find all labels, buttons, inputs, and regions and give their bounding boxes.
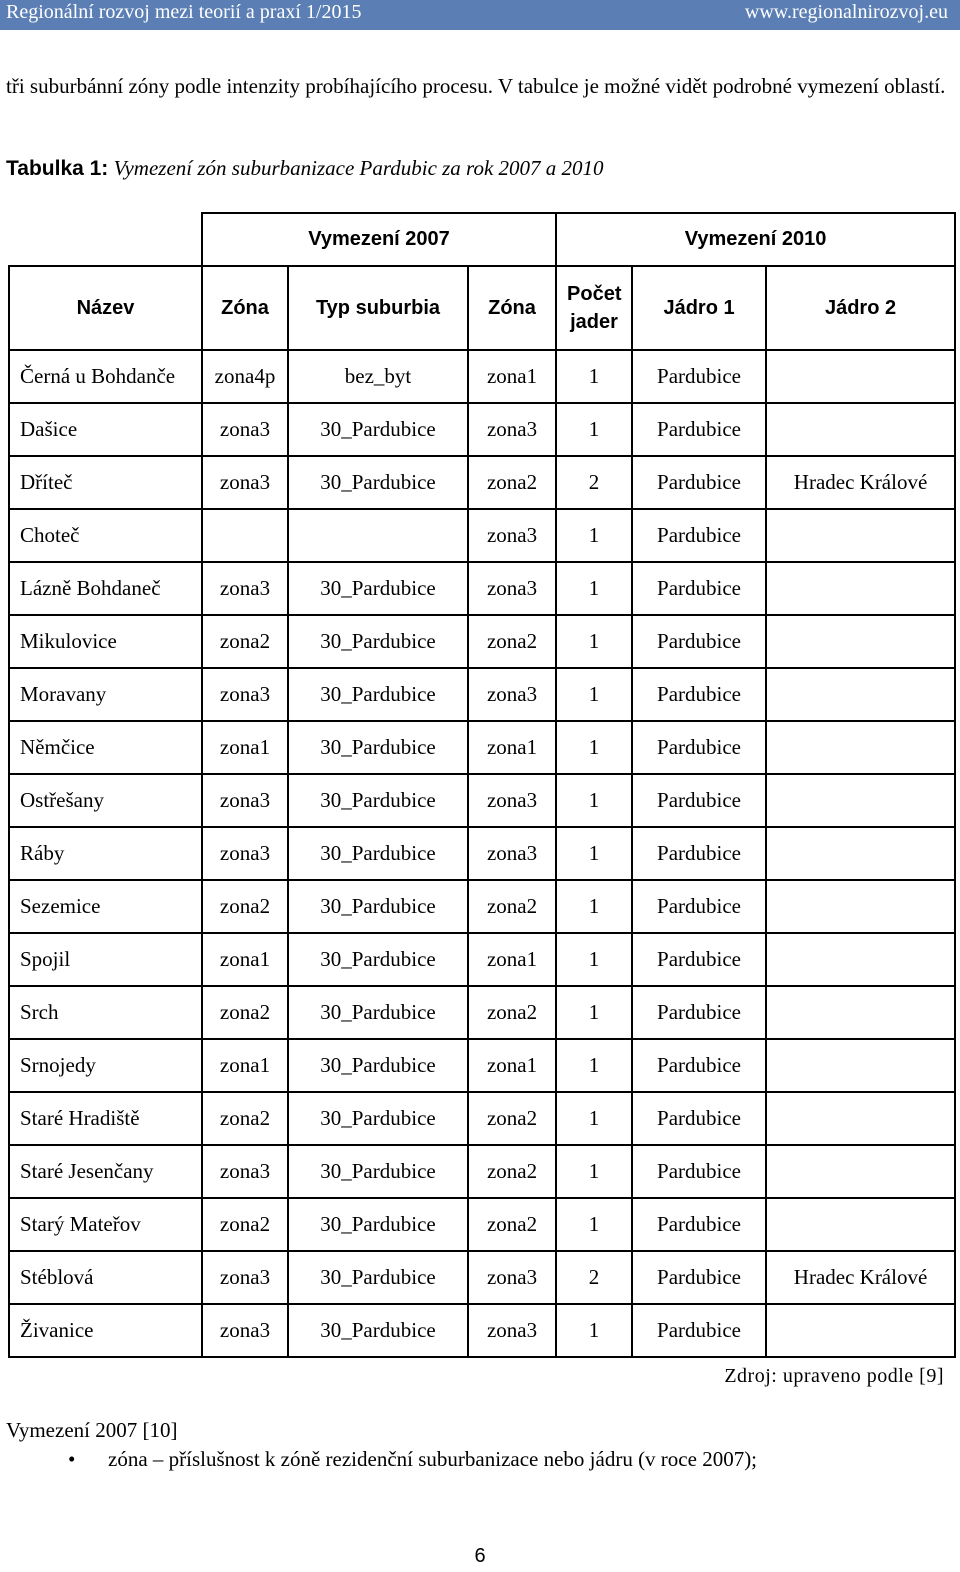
cell-jadro-2 [766,1092,955,1145]
cell-pocet-jader: 1 [556,827,632,880]
table-row [9,509,955,562]
cell-zona-2007: zona3 [202,403,288,456]
cell-typ-suburbia: 30_Pardubice [288,721,468,774]
cell-jadro-1: Pardubice [632,668,766,721]
cell-jadro-2: Hradec Králové [766,456,955,509]
cell-nazev: Stéblová [9,1251,202,1304]
cell-pocet-jader: 1 [556,1092,632,1145]
cell-zona-2010: zona3 [468,827,556,880]
group-header-2010: Vymezení 2010 [556,213,955,266]
cell-jadro-1: Pardubice [632,827,766,880]
vymezeni-heading: Vymezení 2007 [10] [6,1418,178,1442]
cell-zona-2007: zona3 [202,1304,288,1357]
group-header-blank [9,213,202,266]
col-header-zona-2010: Zóna [468,266,556,350]
cell-jadro-1: Pardubice [632,509,766,562]
cell-pocet-jader: 1 [556,509,632,562]
cell-typ-suburbia: 30_Pardubice [288,615,468,668]
cell-zona-2007 [202,509,288,562]
cell-nazev: Dašice [9,403,202,456]
table-row [9,1304,955,1357]
pocet-line-2: jader [570,311,618,333]
cell-typ-suburbia: 30_Pardubice [288,562,468,615]
col-header-jadro-1: Jádro 1 [632,266,766,350]
cell-nazev: Moravany [9,668,202,721]
cell-typ-suburbia: 30_Pardubice [288,668,468,721]
table-caption-label: Tabulka 1: [6,157,109,180]
table-row [9,933,955,986]
table-row [9,721,955,774]
cell-nazev: Němčice [9,721,202,774]
cell-zona-2010: zona1 [468,350,556,403]
cell-jadro-2 [766,986,955,1039]
cell-typ-suburbia: 30_Pardubice [288,986,468,1039]
cell-pocet-jader: 1 [556,1304,632,1357]
cell-jadro-1: Pardubice [632,350,766,403]
cell-nazev: Sezemice [9,880,202,933]
cell-jadro-2 [766,880,955,933]
table-row [9,350,955,403]
group-header-2007: Vymezení 2007 [202,213,556,266]
cell-typ-suburbia: 30_Pardubice [288,1092,468,1145]
cell-zona-2010: zona3 [468,509,556,562]
cell-typ-suburbia: 30_Pardubice [288,880,468,933]
cell-nazev: Živanice [9,1304,202,1357]
journal-title: Regionální rozvoj mezi teorií a praxí 1/2015 [6,1,362,23]
table-row [9,1145,955,1198]
pocet-line-1: Počet [567,283,622,305]
cell-pocet-jader: 1 [556,721,632,774]
cell-zona-2010: zona2 [468,1145,556,1198]
intro-paragraph: tři suburbánní zóny podle intenzity probíhajícího procesu. V tabulce je možné vidět podrobné vymezení oblastí. [6,74,946,98]
cell-jadro-1: Pardubice [632,721,766,774]
cell-zona-2007: zona3 [202,1251,288,1304]
cell-typ-suburbia: 30_Pardubice [288,1304,468,1357]
col-header-jadro-2: Jádro 2 [766,266,955,350]
cell-jadro-1: Pardubice [632,933,766,986]
cell-nazev: Spojil [9,933,202,986]
cell-pocet-jader: 1 [556,403,632,456]
table-row [9,1039,955,1092]
cell-zona-2007: zona3 [202,668,288,721]
cell-jadro-2 [766,1198,955,1251]
cell-nazev: Černá u Bohdanče [9,350,202,403]
cell-jadro-1: Pardubice [632,1092,766,1145]
cell-pocet-jader: 1 [556,350,632,403]
cell-zona-2010: zona3 [468,1304,556,1357]
cell-zona-2010: zona3 [468,774,556,827]
cell-typ-suburbia [288,509,468,562]
cell-jadro-1: Pardubice [632,1251,766,1304]
source-note: Zdroj: upraveno podle [9] [724,1365,944,1387]
col-header-pocet-jader [556,266,632,350]
cell-nazev: Staré Jesenčany [9,1145,202,1198]
cell-typ-suburbia: bez_byt [288,350,468,403]
table-row [9,774,955,827]
cell-zona-2007: zona3 [202,774,288,827]
cell-zona-2010: zona3 [468,668,556,721]
cell-jadro-2 [766,827,955,880]
cell-nazev: Choteč [9,509,202,562]
cell-zona-2007: zona3 [202,456,288,509]
table-row [9,456,955,509]
journal-url: www.regionalnirozvoj.eu [744,1,948,23]
cell-jadro-1: Pardubice [632,456,766,509]
journal-header-bar [0,0,960,30]
cell-jadro-1: Pardubice [632,1304,766,1357]
table-row [9,668,955,721]
table-row [9,1092,955,1145]
cell-zona-2007: zona2 [202,1092,288,1145]
cell-jadro-2 [766,1039,955,1092]
cell-zona-2010: zona2 [468,615,556,668]
table-row [9,827,955,880]
cell-pocet-jader: 1 [556,1198,632,1251]
cell-nazev: Staré Hradiště [9,1092,202,1145]
column-header-row [9,266,955,350]
cell-zona-2010: zona1 [468,1039,556,1092]
cell-nazev: Lázně Bohdaneč [9,562,202,615]
table-row [9,1198,955,1251]
table-row [9,562,955,615]
cell-typ-suburbia: 30_Pardubice [288,1198,468,1251]
cell-zona-2010: zona1 [468,721,556,774]
cell-jadro-1: Pardubice [632,562,766,615]
cell-jadro-2: Hradec Králové [766,1251,955,1304]
cell-zona-2007: zona2 [202,1198,288,1251]
table-row [9,403,955,456]
cell-zona-2007: zona1 [202,1039,288,1092]
cell-nazev: Starý Mateřov [9,1198,202,1251]
cell-typ-suburbia: 30_Pardubice [288,403,468,456]
suburbanization-table [8,212,956,1358]
cell-jadro-1: Pardubice [632,986,766,1039]
cell-zona-2010: zona1 [468,933,556,986]
bullet-text: zóna – příslušnost k zóně rezidenční suburbanizace nebo jádru (v roce 2007); [108,1447,758,1471]
cell-zona-2007: zona3 [202,1145,288,1198]
cell-jadro-1: Pardubice [632,403,766,456]
cell-zona-2007: zona1 [202,933,288,986]
cell-zona-2007: zona3 [202,562,288,615]
table-row [9,986,955,1039]
cell-typ-suburbia: 30_Pardubice [288,456,468,509]
group-header-row [9,213,955,266]
cell-zona-2007: zona4p [202,350,288,403]
col-header-typ-suburbia: Typ suburbia [288,266,468,350]
cell-zona-2007: zona2 [202,880,288,933]
table-row [9,615,955,668]
cell-jadro-2 [766,1304,955,1357]
cell-pocet-jader: 1 [556,668,632,721]
cell-pocet-jader: 1 [556,986,632,1039]
col-header-nazev: Název [9,266,202,350]
cell-zona-2010: zona2 [468,986,556,1039]
cell-jadro-1: Pardubice [632,1039,766,1092]
table-row [9,1251,955,1304]
cell-zona-2010: zona2 [468,880,556,933]
cell-zona-2007: zona1 [202,721,288,774]
cell-pocet-jader: 2 [556,456,632,509]
table-row [9,880,955,933]
cell-pocet-jader: 1 [556,880,632,933]
cell-pocet-jader: 1 [556,562,632,615]
cell-jadro-2 [766,403,955,456]
cell-jadro-1: Pardubice [632,880,766,933]
cell-typ-suburbia: 30_Pardubice [288,827,468,880]
cell-zona-2010: zona3 [468,562,556,615]
cell-jadro-2 [766,1145,955,1198]
cell-nazev: Ostřešany [9,774,202,827]
cell-typ-suburbia: 30_Pardubice [288,1251,468,1304]
bullet-dot-icon: • [68,1447,76,1471]
cell-jadro-2 [766,774,955,827]
cell-pocet-jader: 1 [556,1039,632,1092]
cell-pocet-jader: 1 [556,1145,632,1198]
cell-typ-suburbia: 30_Pardubice [288,933,468,986]
cell-jadro-1: Pardubice [632,1145,766,1198]
cell-jadro-1: Pardubice [632,774,766,827]
cell-jadro-2 [766,668,955,721]
cell-nazev: Dříteč [9,456,202,509]
cell-zona-2010: zona3 [468,403,556,456]
cell-jadro-1: Pardubice [632,615,766,668]
cell-typ-suburbia: 30_Pardubice [288,1039,468,1092]
cell-zona-2007: zona2 [202,986,288,1039]
cell-zona-2007: zona3 [202,827,288,880]
cell-jadro-2 [766,615,955,668]
cell-nazev: Srnojedy [9,1039,202,1092]
cell-jadro-1: Pardubice [632,1198,766,1251]
cell-pocet-jader: 1 [556,774,632,827]
table-caption [6,156,604,181]
cell-pocet-jader: 1 [556,933,632,986]
cell-zona-2010: zona2 [468,456,556,509]
page-number: 6 [474,1545,486,1567]
cell-jadro-2 [766,350,955,403]
cell-jadro-2 [766,933,955,986]
cell-typ-suburbia: 30_Pardubice [288,774,468,827]
cell-jadro-2 [766,721,955,774]
table-body [9,350,955,1357]
cell-nazev: Mikulovice [9,615,202,668]
cell-pocet-jader: 1 [556,615,632,668]
cell-nazev: Ráby [9,827,202,880]
cell-zona-2010: zona3 [468,1251,556,1304]
cell-jadro-2 [766,562,955,615]
cell-zona-2007: zona2 [202,615,288,668]
cell-zona-2010: zona2 [468,1092,556,1145]
cell-typ-suburbia: 30_Pardubice [288,1145,468,1198]
cell-nazev: Srch [9,986,202,1039]
table-caption-text: Vymezení zón suburbanizace Pardubic za rok 2007 a 2010 [108,156,604,180]
cell-jadro-2 [766,509,955,562]
col-header-zona-2007: Zóna [202,266,288,350]
cell-pocet-jader: 2 [556,1251,632,1304]
cell-zona-2010: zona2 [468,1198,556,1251]
